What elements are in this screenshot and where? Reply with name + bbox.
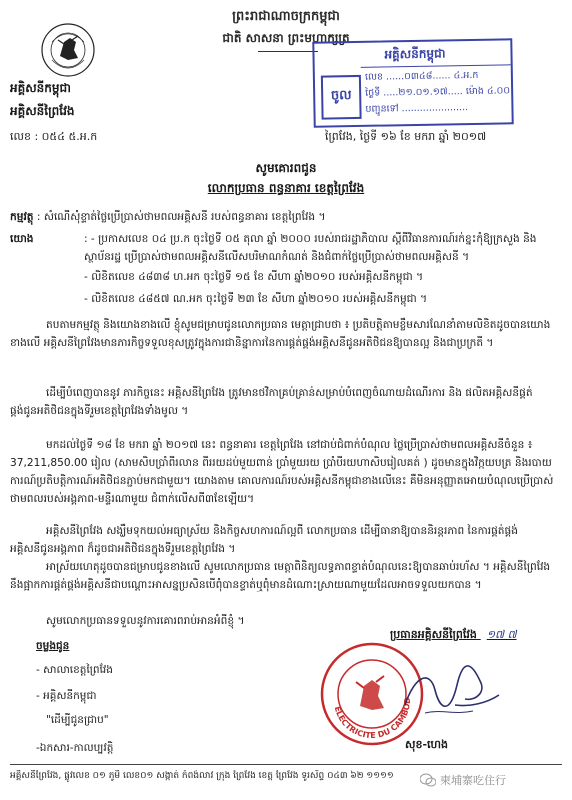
recipient: លោកប្រធាន ពន្ធនាគារ ខេត្តព្រៃវែង bbox=[207, 181, 365, 195]
organization-name: អគ្គិសនីកម្ពុជា bbox=[10, 81, 71, 95]
footer-divider bbox=[10, 764, 562, 765]
reference-label: យោង bbox=[10, 233, 34, 245]
receipt-stamp-incoming: ចូល bbox=[321, 75, 362, 120]
body-paragraph: អាស្រ័យហេតុដូចបានជម្រាបជូនខាងលើ សូមលោកប្រធាន មេត្តាពិនិត្យលទ្ធភាពខ្ទាត់បំណុលនេះឱ្យបានឆាប់រហ័ស ។ អគ្គិសនីព្រៃវែងនឹងផ្អាកការផ្គត់ផ្គង់អគ្គិសនីជាបណ្តោះអាសន្នប្រសិនបើពុំបានខ្ទាត់ឬពុំមានដំណោះស្រាយណាមួយដែលអាចទទួលយកបាន ។ bbox=[10, 561, 551, 591]
receipt-stamp-forward: បញ្ជូនទៅ ...................... bbox=[365, 102, 469, 115]
header-divider bbox=[258, 51, 318, 52]
letter-date: ព្រៃវែង, ថ្ងៃទី ១៦ ខែ មករា ឆ្នាំ ២០១៧ bbox=[325, 130, 487, 143]
subject-label: កម្មវត្ថុ bbox=[10, 211, 34, 223]
organization-branch: អគ្គិសនីព្រៃវែង bbox=[10, 104, 75, 118]
receipt-stamp-number: លេខ ......០៣៤៨...... ៤.អ.ក bbox=[364, 69, 479, 83]
footer-address: អគ្គិសនីព្រៃវែង, ផ្លូវលេខ ០១ ភូមិ លេខ០១ សង្កាត់ កំពង់លាវ ក្រុង ព្រៃវែង ខេត្ត ព្រៃវែង ទូរស័ព្ទ ០៤៣ ៦២ ១១១១ bbox=[10, 771, 394, 781]
closing-paragraph: សូមលោកប្រធានទទួលនូវការគោរពរាប់អានអំពីខ្ញុំ ។ bbox=[46, 615, 245, 627]
receipt-stamp-date: ថ្ងៃទី .....២១.០១.១៧..... ម៉ោង ៤.០០ bbox=[365, 85, 511, 99]
edc-logo-graphic bbox=[34, 20, 102, 80]
signatory-name: សុខ-ហេង bbox=[405, 738, 448, 751]
body-paragraph: ដើម្បីបំពេញបាននូវ ភារកិច្ចនេះ អគ្គិសនីព្រៃវែង ត្រូវមានថវិកាគ្រប់គ្រាន់សម្រាប់បំពេញចំណាយដំណើរការ និង ផលិតអគ្គិសនីផ្គត់ផ្គង់ជូនអតិថិជនក្នុងទីរួមខេត្តព្រៃវែងទាំងមូល ។ bbox=[10, 387, 533, 417]
letter-reference-number: លេខ : ០៥៤ ៥.អ.ក bbox=[10, 130, 98, 143]
cc-item: "ដើម្បីជូនជ្រាប" bbox=[46, 714, 109, 726]
cc-item: -ឯកសារ-កាលប្បវត្តិ bbox=[36, 742, 114, 754]
seal-text: ELECTRICITE DU CAMBOD bbox=[332, 697, 413, 741]
cc-item: - អគ្គិសនីកម្ពុជា bbox=[36, 690, 97, 702]
national-header-kingdom: ព្រះរាជាណាចក្រកម្ពុជា bbox=[232, 9, 340, 24]
reference-item: - លិខិតលេខ ៤៨៥៧ ណ.អក ចុះថ្ងៃទី ២៣ ខែ សីហា ឆ្នាំ២០១០ របស់អគ្គិសនីកម្ពុជា ។ bbox=[84, 293, 428, 305]
receipt-stamp-divider bbox=[361, 64, 511, 68]
receipt-stamp bbox=[312, 38, 513, 127]
salutation: សូមគោរពជូន bbox=[255, 161, 317, 175]
national-header-motto: ជាតិ សាសនា ព្រះមហាក្សត្រ bbox=[222, 31, 350, 45]
body-paragraph: អគ្គិសនីព្រៃវែង សង្ឃឹមទុកយល់អធ្យាស្រ័យ និងកិច្ចសហការណ៍ល្អពី លោកប្រធាន ដើម្បីធានាឱ្យបាននិរន្តរភាព នៃការផ្គត់ផ្គង់អគ្គិសនីជូនអង្គភាព ក៏ដូចជាអតិថិជនក្នុងទីរួមខេត្តព្រៃវែង ។ bbox=[10, 525, 518, 555]
body-paragraph: មកដល់ថ្ងៃទី ១៨ ខែ មករា ឆ្នាំ ២០១៧ នេះ ពន្ធនាគារ ខេត្តព្រៃវែង នៅជាប់ជំពាក់បំណុល ថ្លៃប្រើប្រាស់ថាមពលអគ្គិសនីចំនួន ៖ 37,211,850.00 រៀល (សាមសិបប្រាំពីរលាន ពីររយដប់មួយពាន់ ប្រាំមួយរយ ប្រាំបីរយហាសិបរៀលគត់ ) ដូចមានក្នុងវិក្កយបត្រ និងរបាយការណ៍ប្រតិបត្តិការណ៍អតិថិជនភ្ជាប់មកជាមួយ។ យោងតាម គោលការណ៍របស់អគ្គិសនីកម្ពុជាខាងលើនេះ គឺមិនអនុញ្ញាតអោយបំណុលប្រើប្រាស់ថាមពលរបស់អង្គភាព-មន្ទីរណាមួយ ជំពាក់លើសពី៣ខែឡើយ។ bbox=[10, 439, 554, 505]
edc-logo bbox=[34, 20, 102, 80]
reference-item: : - ប្រកាសលេខ ០៤ ប្រ.ក ចុះថ្ងៃទី ០៥ តុលា ឆ្នាំ ២០០០ របស់រាជរដ្ឋាភិបាល ស្តីពីវិធានការណ៍រក់ខ្នះកុំឱ្យក្រសួង និងស្ថាប័នរដ្ឋ ប្រើប្រាស់ថាមពលអគ្គិសនីលើសបរិមាណកំណត់ និងជំពាក់ថ្លៃប្រើប្រាស់ថាមពលអគ្គិសនី ។ bbox=[84, 233, 537, 263]
reference-item: - លិខិតលេខ ៤៨៣៨ ហ.អក ចុះថ្ងៃទី ១៥ ខែ សីហា ឆ្នាំ២០១០ របស់អគ្គិសនីកម្ពុជា ។ bbox=[84, 271, 424, 283]
subject-text: : សំណើសុំខ្ទាត់ថ្លៃប្រើប្រាស់ថាមពលអគ្គិសនី របស់ពន្ធនាគារ ខេត្តព្រៃវែង ។ bbox=[36, 211, 326, 223]
watermark-text: 柬埔寨吃住行 bbox=[440, 774, 506, 787]
handwritten-signature bbox=[395, 655, 505, 730]
signatory-title-text: ប្រធានអគ្គិសនីព្រៃវែង bbox=[390, 628, 477, 641]
cc-item: - សាលាខេត្តព្រៃវែង bbox=[36, 664, 113, 676]
signature-graphic bbox=[395, 655, 505, 730]
handwritten-date: ១៧ ៧ bbox=[486, 628, 517, 641]
cc-title: ចម្លងជូន bbox=[36, 640, 70, 652]
receipt-stamp-title: អគ្គិសនីកម្ពុជា bbox=[384, 46, 446, 62]
subject-line bbox=[10, 208, 560, 226]
wechat-icon-graphic bbox=[420, 773, 436, 787]
wechat-icon bbox=[420, 772, 436, 786]
body-paragraph: តបតាមកម្មវត្ថុ និងយោងខាងលើ ខ្ញុំសូមជម្រាបជូនលោកប្រធាន មេត្តាជ្រាបថា ៖ ប្រតិបត្តិតាមខ្លឹមសារណែនាំតាមលិខិតដូចបានយោងខាងលើ អគ្គិសនីព្រៃវែងមានភារកិច្ចទទួលខុសត្រូវក្នុងការជានិន្នាការនៃការផ្គត់ផ្គង់អគ្គិសនីជូនអតិថិជនឱ្យបានល្អ និងជាប្រក្រតី ។ bbox=[10, 319, 551, 349]
